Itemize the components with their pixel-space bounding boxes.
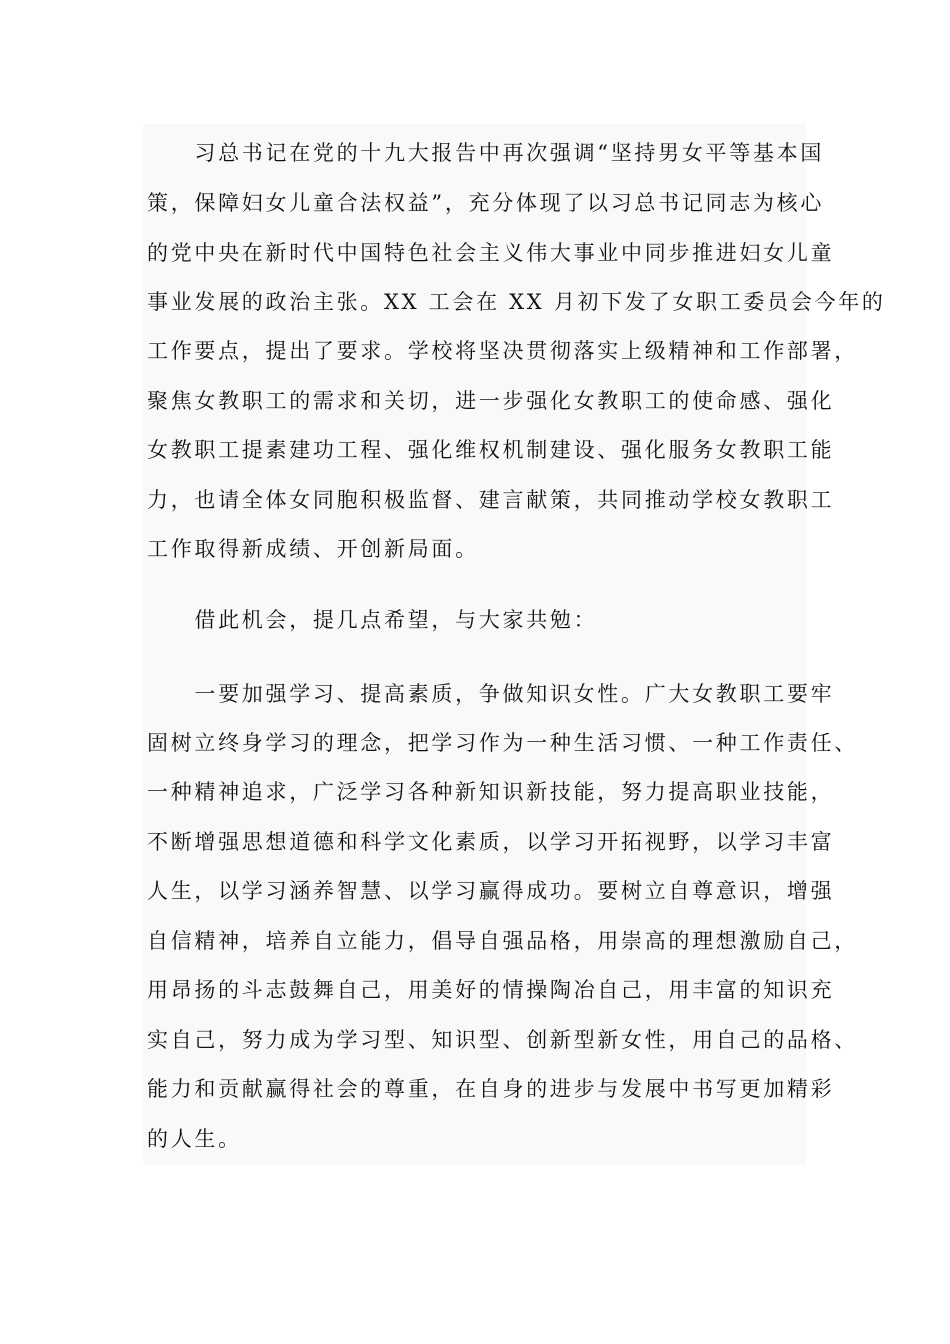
paragraph-3-line-2: 固树立终身学习的理念，把学习作为一种生活习惯、一种工作责任、 bbox=[147, 731, 858, 755]
paragraph-1-line-4: 事业发展的政治主张。XX 工会在 XX 月初下发了女职工委员会今年的 bbox=[147, 290, 886, 314]
paragraph-1-line-7: 女教职工提素建功工程、强化维权机制建设、强化服务女教职工能 bbox=[147, 438, 835, 462]
paragraph-3-line-10: 的人生。 bbox=[147, 1127, 242, 1151]
paragraph-3-line-8: 实自己，努力成为学习型、知识型、创新型新女性，用自己的品格、 bbox=[147, 1028, 858, 1052]
paragraph-1-line-3: 的党中央在新时代中国特色社会主义伟大事业中同步推进妇女儿童 bbox=[147, 241, 835, 265]
document-body bbox=[143, 124, 886, 1165]
paragraph-2-line-1: 借此机会，提几点希望，与大家共勉： bbox=[147, 608, 598, 632]
paragraph-1-line-5: 工作要点，提出了要求。学校将坚决贯彻落实上级精神和工作部署， bbox=[147, 339, 858, 363]
paragraph-3-line-7: 用昂扬的斗志鼓舞自己，用美好的情操陶冶自己，用丰富的知识充 bbox=[147, 978, 835, 1002]
paragraph-3-line-1: 一要加强学习、提高素质，争做知识女性。广大女教职工要牢 bbox=[147, 682, 835, 706]
paragraph-3-line-4: 不断增强思想道德和科学文化素质，以学习开拓视野，以学习丰富 bbox=[147, 830, 835, 854]
paragraph-3-line-5: 人生，以学习涵养智慧、以学习赢得成功。要树立自尊意识，增强 bbox=[147, 879, 835, 903]
paragraph-3-line-6: 自信精神，培养自立能力，倡导自强品格，用崇高的理想激励自己， bbox=[147, 929, 858, 953]
paragraph-1-line-1: 习总书记在党的十九大报告中再次强调“坚持男女平等基本国 bbox=[147, 141, 825, 165]
paragraph-1-line-2: 策，保障妇女儿童合法权益”，充分体现了以习总书记同志为核心 bbox=[147, 191, 825, 215]
paragraph-3-line-3: 一种精神追求，广泛学习各种新知识新技能，努力提高职业技能， bbox=[147, 780, 835, 804]
paragraph-1-line-9: 工作取得新成绩、开创新局面。 bbox=[147, 537, 479, 561]
paragraph-3-line-9: 能力和贡献赢得社会的尊重，在自身的进步与发展中书写更加精彩 bbox=[147, 1077, 835, 1101]
paragraph-1-line-6: 聚焦女教职工的需求和关切，进一步强化女教职工的使命感、强化 bbox=[147, 389, 835, 413]
paragraph-1-line-8: 力，也请全体女同胞积极监督、建言献策，共同推动学校女教职工 bbox=[147, 488, 835, 512]
